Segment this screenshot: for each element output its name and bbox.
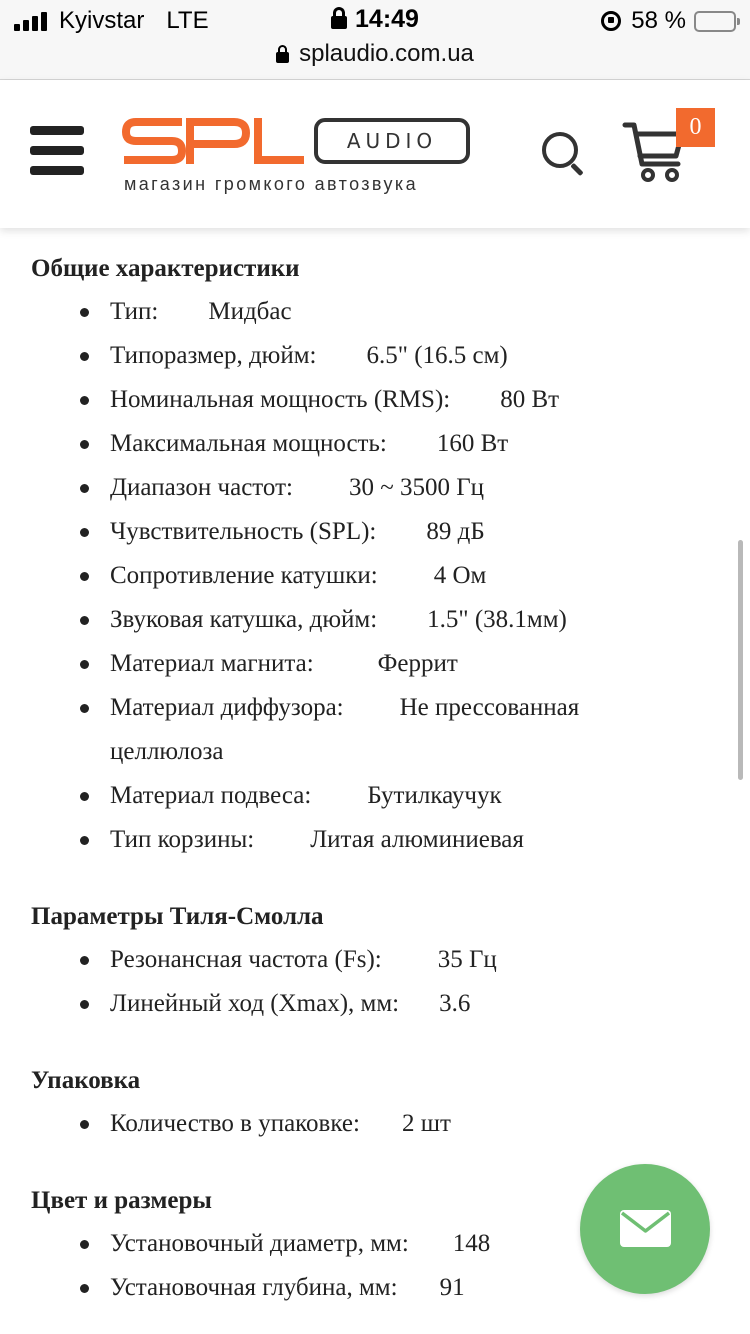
spec-item: Материал подвеса: Бутилкаучук [110,774,502,818]
section-title-thiele-small: Параметры Тиля-Смолла [31,903,324,930]
lock-icon [331,7,347,29]
address-url: splaudio.com.ua [299,40,474,67]
carrier-name: Kyivstar [59,7,145,34]
secure-lock-icon [276,45,289,63]
page-scrollbar[interactable] [738,540,743,780]
status-time: 14:49 [355,5,419,33]
spec-item: Сопротивление катушки: 4 Ом [110,554,486,598]
spec-item: Типоразмер, дюйм: 6.5" (16.5 см) [110,334,508,378]
spec-item: Чувствительность (SPL): 89 дБ [110,510,485,554]
section-title-packaging: Упаковка [31,1067,141,1094]
spec-item: Максимальная мощность: 160 Вт [110,422,508,466]
spec-item: Тип: Мидбас [110,290,292,334]
cart-count-badge[interactable]: 0 [676,108,715,147]
spec-item: Звуковая катушка, дюйм: 1.5" (38.1мм) [110,598,567,642]
logo-mark [122,116,474,168]
status-right [601,7,736,35]
menu-icon[interactable] [30,126,84,176]
spec-item: Резонансная частота (Fs): 35 Гц [110,938,497,982]
address-bar[interactable] [0,40,750,68]
logo-tagline: магазин громкого автозвука [124,174,418,194]
spec-item-continuation: целлюлоза [110,738,224,765]
site-header [0,80,750,228]
search-icon[interactable] [542,132,584,174]
contact-mail-button[interactable] [580,1164,710,1294]
site-logo[interactable] [122,116,474,198]
battery-icon [694,11,736,32]
spec-item: Материал диффузора: Не прессованная [110,686,579,730]
logo-word: AUDIO [346,129,438,153]
section-title-color-size: Цвет и размеры [31,1187,212,1214]
spec-item: Установочная глубина, мм: 91 [110,1266,465,1310]
section-title-general: Общие характеристики [31,255,300,282]
status-bar [0,0,750,80]
battery-percent: 58 % [631,7,686,34]
spec-item: Тип корзины: Литая алюминиевая [110,818,524,862]
spec-item: Диапазон частот: 30 ~ 3500 Гц [110,466,484,510]
mail-icon [620,1210,671,1247]
spec-item: Количество в упаковке: 2 шт [110,1102,451,1146]
spec-item: Материал магнита: Феррит [110,642,458,686]
network-type: LTE [166,7,209,34]
spec-item: Линейный ход (Xmax), мм: 3.6 [110,982,470,1026]
spec-item: Установочный диаметр, мм: 148 [110,1222,490,1266]
spec-item: Номинальная мощность (RMS): 80 Вт [110,378,559,422]
rotation-lock-icon [601,11,621,31]
